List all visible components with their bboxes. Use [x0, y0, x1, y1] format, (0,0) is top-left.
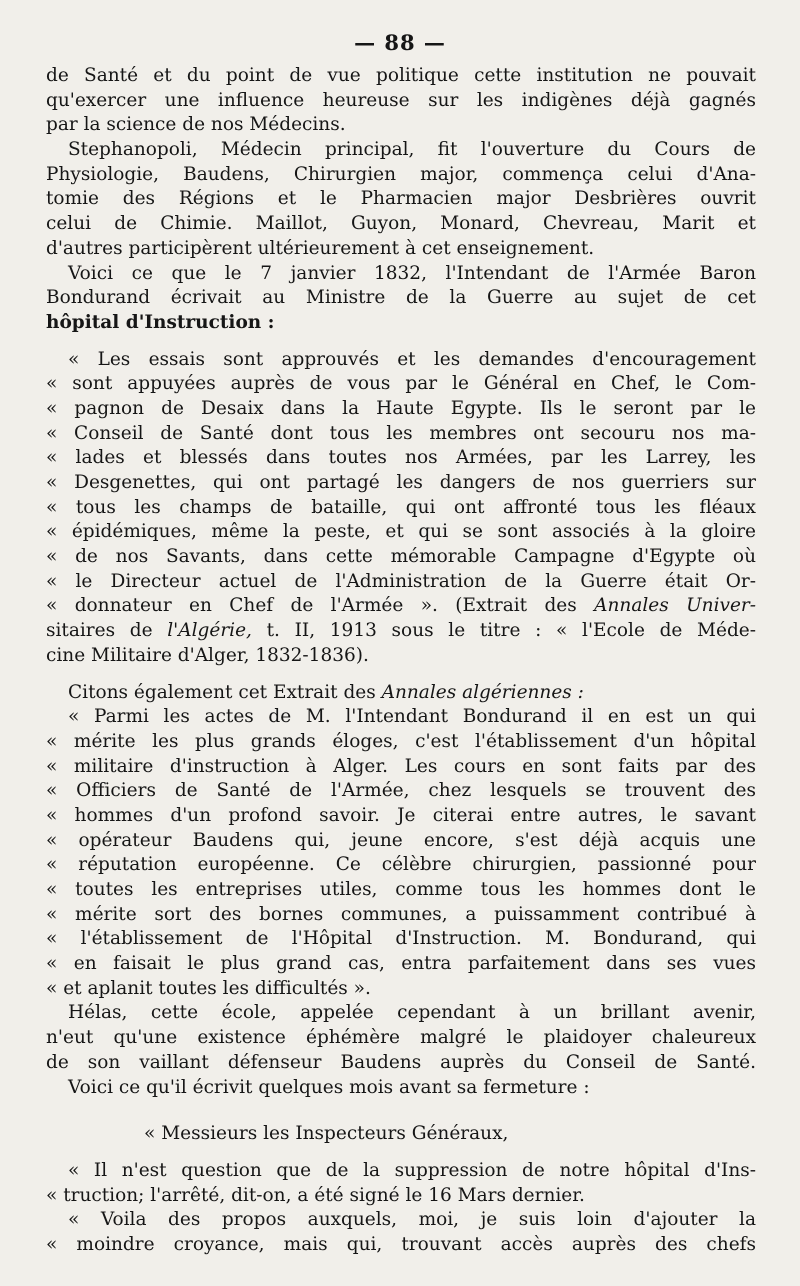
- text-line: « opérateur Baudens qui, jeune encore, s'est déjà acquis une: [46, 829, 756, 851]
- text-line: « tous les champs de bataille, qui ont affronté tous les fléaux: [46, 496, 756, 518]
- paragraph-1: [46, 64, 756, 138]
- text-line: « mérite sort des bornes communes, a puissamment contribué à: [46, 903, 756, 925]
- text-line: « en faisait le plus grand cas, entra parfaitement dans ses vues: [46, 953, 756, 975]
- text-line: « Officiers de Santé de l'Armée, chez lesquels se trouvent des: [46, 780, 756, 802]
- paragraph-2: [46, 138, 756, 261]
- text-line: « mérite les plus grands éloges, c'est l'établissement d'un hôpital: [46, 730, 756, 752]
- text-line: [46, 594, 756, 619]
- paragraph-5: [46, 681, 756, 1002]
- text-line: tomie des Régions et le Pharmacien major Desbrières ouvrit: [46, 188, 756, 210]
- text-line: « lades et blessés dans toutes nos Armées, par les Larrey, les: [46, 447, 756, 469]
- text-line: cine Militaire d'Alger, 1832-1836).: [46, 644, 369, 666]
- text-line: « Messieurs les Inspecteurs Généraux,: [144, 1123, 509, 1145]
- text-line: « sont appuyées auprès de vous par le Général en Chef, le Com-: [46, 373, 756, 395]
- text-line: n'eut qu'une existence éphémère malgré le plaidoyer chaleureux: [46, 1027, 756, 1049]
- text-line: d'autres participèrent ultérieurement à cet enseignement.: [46, 237, 595, 259]
- text-line: « de nos Savants, dans cette mémorable Campagne d'Egypte où: [46, 546, 756, 568]
- italic-title: Annales algériennes :: [381, 681, 584, 703]
- text-line: « le Directeur actuel de l'Administration de la Guerre était Or-: [46, 570, 756, 592]
- text-line: « Voila des propos auxquels, moi, je suis loin d'ajouter la: [68, 1209, 756, 1231]
- text-line: « Il n'est question que de la suppression de notre hôpital d'Ins-: [68, 1159, 756, 1181]
- text-line: « militaire d'instruction à Alger. Les cours en sont faits par des: [46, 755, 756, 777]
- text-line: par la science de nos Médecins.: [46, 114, 346, 136]
- text-segment: « donnateur en Chef de l'Armée ». (Extrait des: [46, 595, 595, 617]
- text-line: Voici ce que le 7 janvier 1832, l'Intendant de l'Armée Baron: [68, 262, 756, 284]
- text-line: qu'exercer une influence heureuse sur les indigènes déjà gagnés: [46, 89, 756, 111]
- text-line: Voici ce qu'il écrivit quelques mois avant sa fermeture :: [68, 1076, 590, 1098]
- paragraph-3: [46, 262, 756, 336]
- page-number: — 88 —: [354, 30, 446, 55]
- text-line: « hommes d'un profond savoir. Je citerai entre autres, le savant: [46, 804, 756, 826]
- text-line: « Desgenettes, qui ont partagé les dangers de nos guerriers sur: [46, 472, 756, 493]
- paragraph-4-quotation: [46, 348, 756, 669]
- text-line: « épidémiques, même la peste, et qui se sont associés à la gloire: [46, 521, 756, 543]
- text-line: « Les essais sont approuvés et les demandes d'encouragement: [68, 348, 756, 370]
- paragraph-8: [46, 1159, 756, 1258]
- text-line: « toutes les entreprises utiles, comme tous les hommes dont le: [46, 879, 756, 900]
- text-segment: t. II, 1913 sous le titre : « l'Ecole de Méde-: [251, 620, 756, 642]
- text-line: « moindre croyance, mais qui, trouvant accès auprès des chefs: [46, 1233, 756, 1255]
- text-line: celui de Chimie. Maillot, Guyon, Monard, Chevreau, Marit et: [46, 213, 756, 235]
- text-line: de son vaillant défenseur Baudens auprès du Conseil de Santé.: [46, 1051, 756, 1073]
- italic-title: l'Algérie,: [167, 620, 252, 642]
- text-line: « réputation européenne. Ce célèbre chirurgien, passionné pour: [46, 854, 756, 876]
- text-line: « Conseil de Santé dont tous les membres ont secouru nos ma-: [46, 422, 756, 444]
- text-line: Physiologie, Baudens, Chirurgien major, commença celui d'Ana-: [46, 163, 756, 185]
- italic-title: Annales Univer-: [594, 595, 756, 617]
- text-line: hôpital d'Instruction :: [46, 311, 275, 333]
- paragraph-6: [46, 1001, 756, 1100]
- text-line: Stephanopoli, Médecin principal, fit l'ouverture du Cours de: [68, 139, 756, 161]
- text-line: « Parmi les actes de M. l'Intendant Bondurand il en est un qui: [68, 706, 756, 728]
- text-line: « et aplanit toutes les difficultés ».: [46, 977, 371, 999]
- text-line: [46, 619, 756, 644]
- text-line: « l'établissement de l'Hôpital d'Instruction. M. Bondurand, qui: [46, 928, 756, 950]
- text-line: de Santé et du point de vue politique cette institution ne pouvait: [46, 65, 756, 86]
- text-line: Hélas, cette école, appelée cependant à un brillant avenir,: [68, 1002, 756, 1024]
- text-line: Bondurand écrivait au Ministre de la Guerre au sujet de cet: [46, 287, 756, 309]
- text-segment: Citons également cet Extrait des: [68, 681, 382, 703]
- text-line: [46, 681, 756, 706]
- page-text: [46, 64, 756, 1258]
- text-line: « truction; l'arrêté, dit-on, a été signé le 16 Mars dernier.: [46, 1184, 585, 1206]
- paragraph-7-salutation: [46, 1122, 756, 1147]
- text-segment: sitaires de: [46, 620, 168, 642]
- text-line: « pagnon de Desaix dans la Haute Egypte. Ils le seront par le: [46, 397, 756, 419]
